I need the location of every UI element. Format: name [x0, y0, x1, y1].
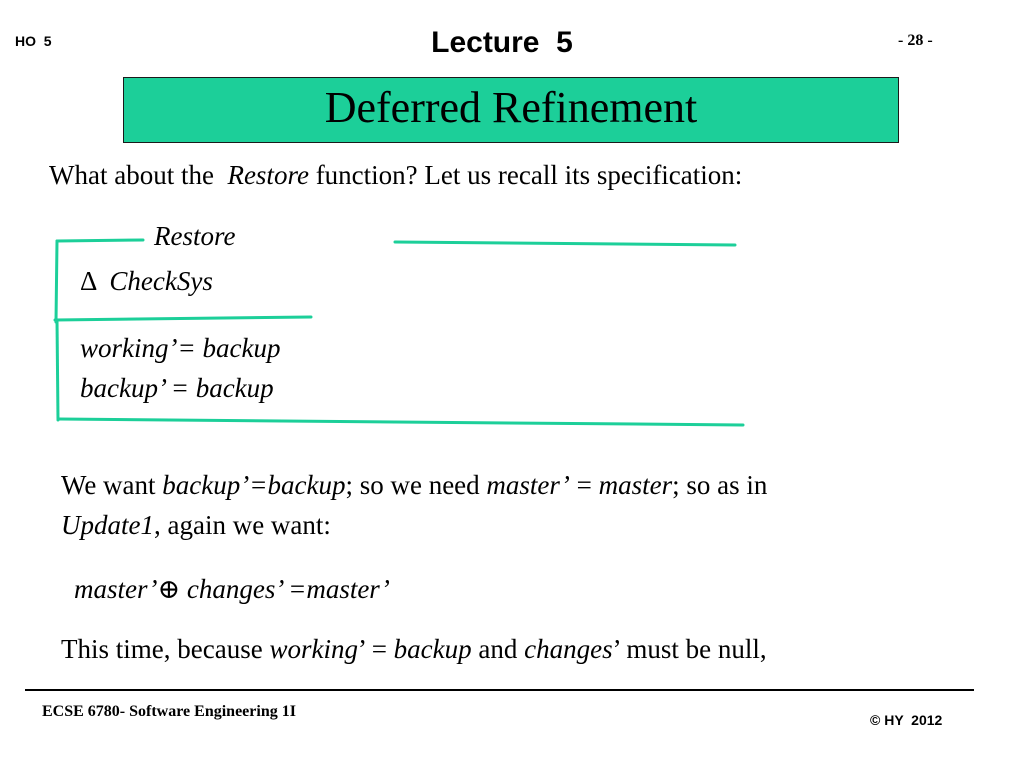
schema-divider-line [55, 317, 311, 320]
schema-bottom-line [59, 419, 743, 425]
formula [74, 573, 390, 605]
predicate-1-rest: = backup [177, 333, 281, 363]
paragraph-1-line-1 [61, 469, 767, 501]
predicate-1-lhs: working’ [80, 333, 178, 363]
p1-text-5: , again we want: [153, 510, 331, 540]
schema-left-lower-line [57, 320, 58, 420]
p1-italic-2: master’ [486, 470, 570, 500]
p1-text-4: ; so as in [672, 470, 768, 500]
p2-text-1: This time, because [61, 634, 270, 664]
predicate-2-rest: = backup [163, 373, 274, 403]
schema-top-left-line [57, 240, 143, 241]
delta-target: CheckSys [109, 266, 213, 296]
delta-symbol: Δ [80, 266, 96, 296]
handout-label: HO 5 [15, 33, 52, 49]
intro-prefix: What about the [49, 160, 228, 190]
p1-text-3: = [569, 470, 599, 500]
paragraph-2 [61, 633, 767, 665]
paragraph-1-line-2 [61, 509, 331, 541]
slide-title: Deferred Refinement [324, 83, 698, 132]
schema-predicate-1 [80, 332, 280, 364]
p2-italic-1: working [269, 634, 358, 664]
p2-text-4: ’ must be null, [612, 634, 767, 664]
intro-keyword: Restore [227, 160, 309, 190]
p1-italic-3: master [598, 470, 673, 500]
formula-left: master’ [74, 574, 158, 604]
intro-suffix: function? Let us recall its specification: [308, 160, 743, 190]
schema-predicate-2 [80, 372, 274, 404]
p2-text-3: and [471, 634, 525, 664]
formula-right: changes’ =master’ [180, 574, 390, 604]
lecture-title: Lecture 5 [431, 26, 573, 59]
schema-declaration [80, 265, 213, 297]
schema-name: Restore [154, 221, 236, 251]
footer-copyright: © HY 2012 [870, 712, 943, 728]
predicate-2-lhs: backup’ [80, 373, 164, 403]
p2-text-2: ’ = [357, 634, 394, 664]
oplus-symbol: ⊕ [157, 574, 181, 604]
p1-text-2: ; so we need [345, 470, 487, 500]
p1-italic-1: backup’=backup [162, 470, 346, 500]
p1-text-1: We want [61, 470, 163, 500]
schema-left-upper-line [56, 241, 57, 322]
page-number: - 28 - [898, 32, 933, 49]
footer-course: ECSE 6780- Software Engineering 1I [42, 703, 296, 720]
p2-italic-3: changes [524, 634, 613, 664]
p1-italic-4: Update1 [61, 510, 154, 540]
schema-top-right-line [395, 242, 735, 245]
p2-italic-2: backup [393, 634, 472, 664]
footer-divider [25, 689, 974, 691]
